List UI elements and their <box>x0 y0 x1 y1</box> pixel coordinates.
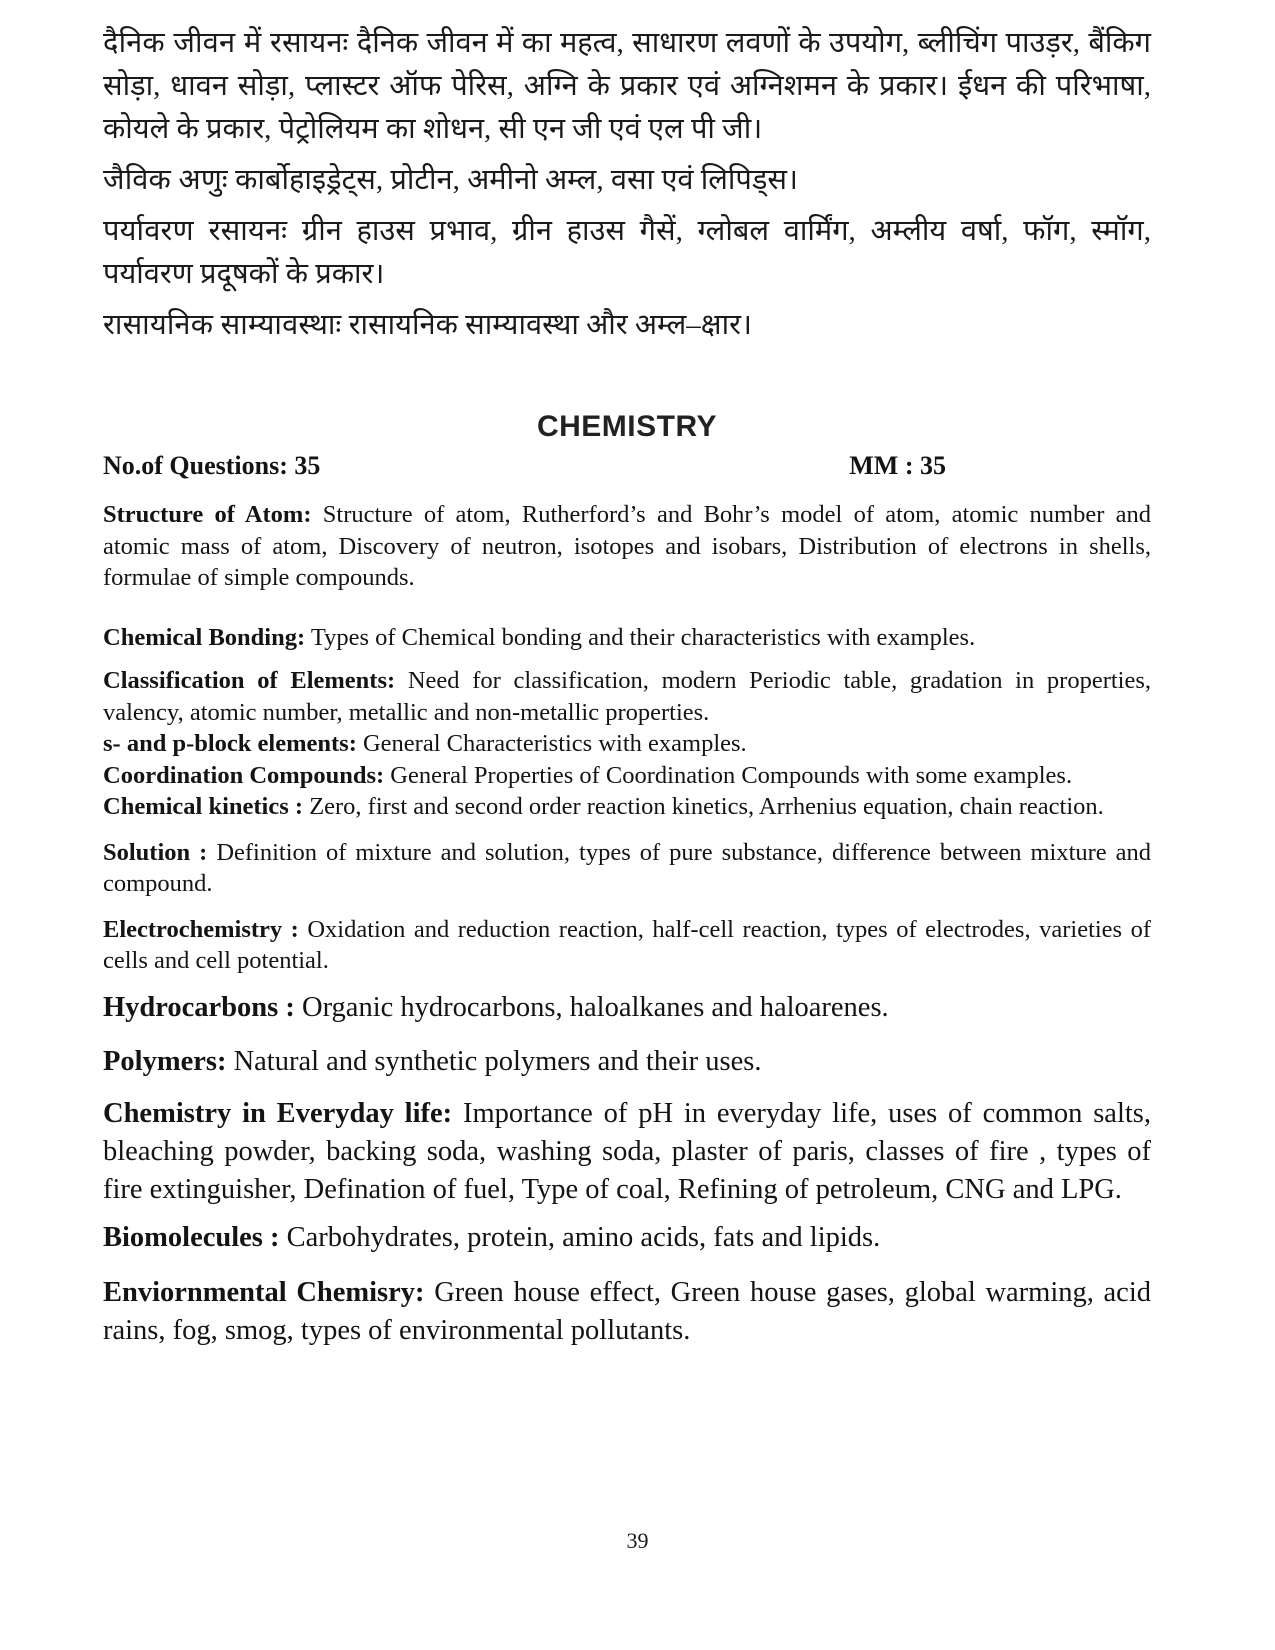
header-meta-row <box>103 449 1151 483</box>
section-label: Chemical kinetics : <box>103 793 304 820</box>
section-label: Structure of Atom: <box>103 501 312 528</box>
hindi-section-label: रासायनिक साम्यावस्थाः <box>103 309 342 341</box>
page-content <box>103 22 1151 1350</box>
section-text: Green house effect, Green house gases, global warming, acid rains, fog, smog, types of environmental pollutants. <box>103 1276 1151 1346</box>
hindi-paragraph-chemical-equilibrium <box>103 304 1151 347</box>
section-text: Definition of mixture and solution, types of pure substance, difference between mixture and compound. <box>103 838 1152 897</box>
section-classification-of-elements <box>103 665 1151 728</box>
section-text: Zero, first and second order reaction kinetics, Arrhenius equation, chain reaction. <box>309 793 1104 820</box>
max-marks-label: MM : 35 <box>849 451 946 480</box>
section-text: Types of Chemical bonding and their characteristics with examples. <box>310 623 976 651</box>
section-label: Coordination Compounds: <box>103 761 385 789</box>
section-electrochemistry <box>103 914 1151 977</box>
hindi-paragraph-biomolecules <box>103 159 1151 202</box>
section-label: Chemistry in Everyday life: <box>103 1097 453 1129</box>
section-biomolecules <box>103 1219 1151 1257</box>
section-label: Biomolecules : <box>103 1221 280 1253</box>
section-label: Electrochemistry : <box>103 915 299 943</box>
section-text: General Characteristics with examples. <box>362 730 747 757</box>
section-chemistry-in-everyday-life <box>103 1095 1151 1209</box>
section-polymers <box>103 1043 1151 1081</box>
questions-count-label: No.of Questions: 35 <box>103 451 321 480</box>
section-label: Chemical Bonding: <box>103 623 306 651</box>
hindi-paragraph-environmental-chemistry <box>103 210 1151 296</box>
section-label: Solution : <box>103 838 208 866</box>
section-structure-of-atom <box>103 499 1151 594</box>
hindi-section-text: रासायनिक साम्यावस्था और अम्ल–क्षार। <box>348 309 752 341</box>
section-hydrocarbons <box>103 989 1151 1027</box>
section-coordination-compounds <box>103 760 1151 792</box>
section-text: Need for classification, modern Periodic table, gradation in properties, valency, atomic number, metallic and non-metallic properties. <box>103 667 1151 726</box>
section-chemical-bonding <box>103 622 1151 654</box>
section-label: s- and p-block elements: <box>103 730 357 757</box>
hindi-section-text: दैनिक जीवन में का महत्व, साधारण लवणों के उपयोग, ब्लीचिंग पाउड़र, बैंकिग सोड़ा, धावन सोड़ा, प्लास्टर ऑफ पेरिस, अग्नि के प्रकार एवं अग्निशमन के प्रकार। ईधन की परिभाषा, कोयले के प्रकार, पेट्रोलियम का शोधन, सी एन जी एवं एल पी जी। <box>103 27 1151 145</box>
section-s-and-p-block-elements <box>103 728 1151 760</box>
hindi-section-label: जैविक अणुः <box>103 164 228 196</box>
section-label: Classification of Elements: <box>103 667 396 694</box>
page-number: 39 <box>626 1528 649 1553</box>
section-environmental-chemistry <box>103 1274 1151 1350</box>
hindi-section-label: पर्यावरण रसायनः <box>103 215 288 247</box>
section-text: Structure of atom, Rutherford’s and Bohr’s model of atom, atomic number and atomic mass of atom, Discovery of neutron, isotopes and isobars, Distribution of electrons in shells, formulae of simple compounds. <box>103 501 1152 591</box>
section-chemical-kinetics <box>103 791 1151 823</box>
section-solution <box>103 837 1151 900</box>
hindi-paragraph-everyday-chemistry <box>103 22 1151 151</box>
section-text: Organic hydrocarbons, haloalkanes and haloarenes. <box>302 991 889 1023</box>
section-text: General Properties of Coordination Compounds with some examples. <box>390 761 1073 789</box>
section-text: Natural and synthetic polymers and their uses. <box>233 1045 762 1077</box>
hindi-section-label: दैनिक जीवन में रसायनः <box>103 27 349 59</box>
hindi-section-text: ग्रीन हाउस प्रभाव, ग्रीन हाउस गैसें, ग्लोबल वार्मिंग, अम्लीय वर्षा, फॉग, स्मॉग, पर्यावरण प्रदूषकों के प्रकार। <box>103 215 1151 290</box>
section-label: Hydrocarbons : <box>103 991 295 1023</box>
page-title: CHEMISTRY <box>536 410 718 443</box>
section-text: Oxidation and reduction reaction, half-cell reaction, types of electrodes, varieties of cells and cell potential. <box>103 915 1152 974</box>
section-text: Carbohydrates, protein, amino acids, fats and lipids. <box>286 1221 881 1253</box>
section-label: Enviornmental Chemisry: <box>103 1276 425 1308</box>
hindi-section-text: कार्बोहाइड्रेट्स, प्रोटीन, अमीनो अम्ल, वसा एवं लिपिड्स। <box>235 164 799 196</box>
section-text: Importance of pH in everyday life, uses of common salts, bleaching powder, backing soda, washing soda, plaster of paris, classes of fire , types of fire extinguisher, Defination of fuel, Type of coal, Refining of petroleum, CNG and LPG. <box>103 1097 1151 1205</box>
section-label: Polymers: <box>103 1045 227 1077</box>
